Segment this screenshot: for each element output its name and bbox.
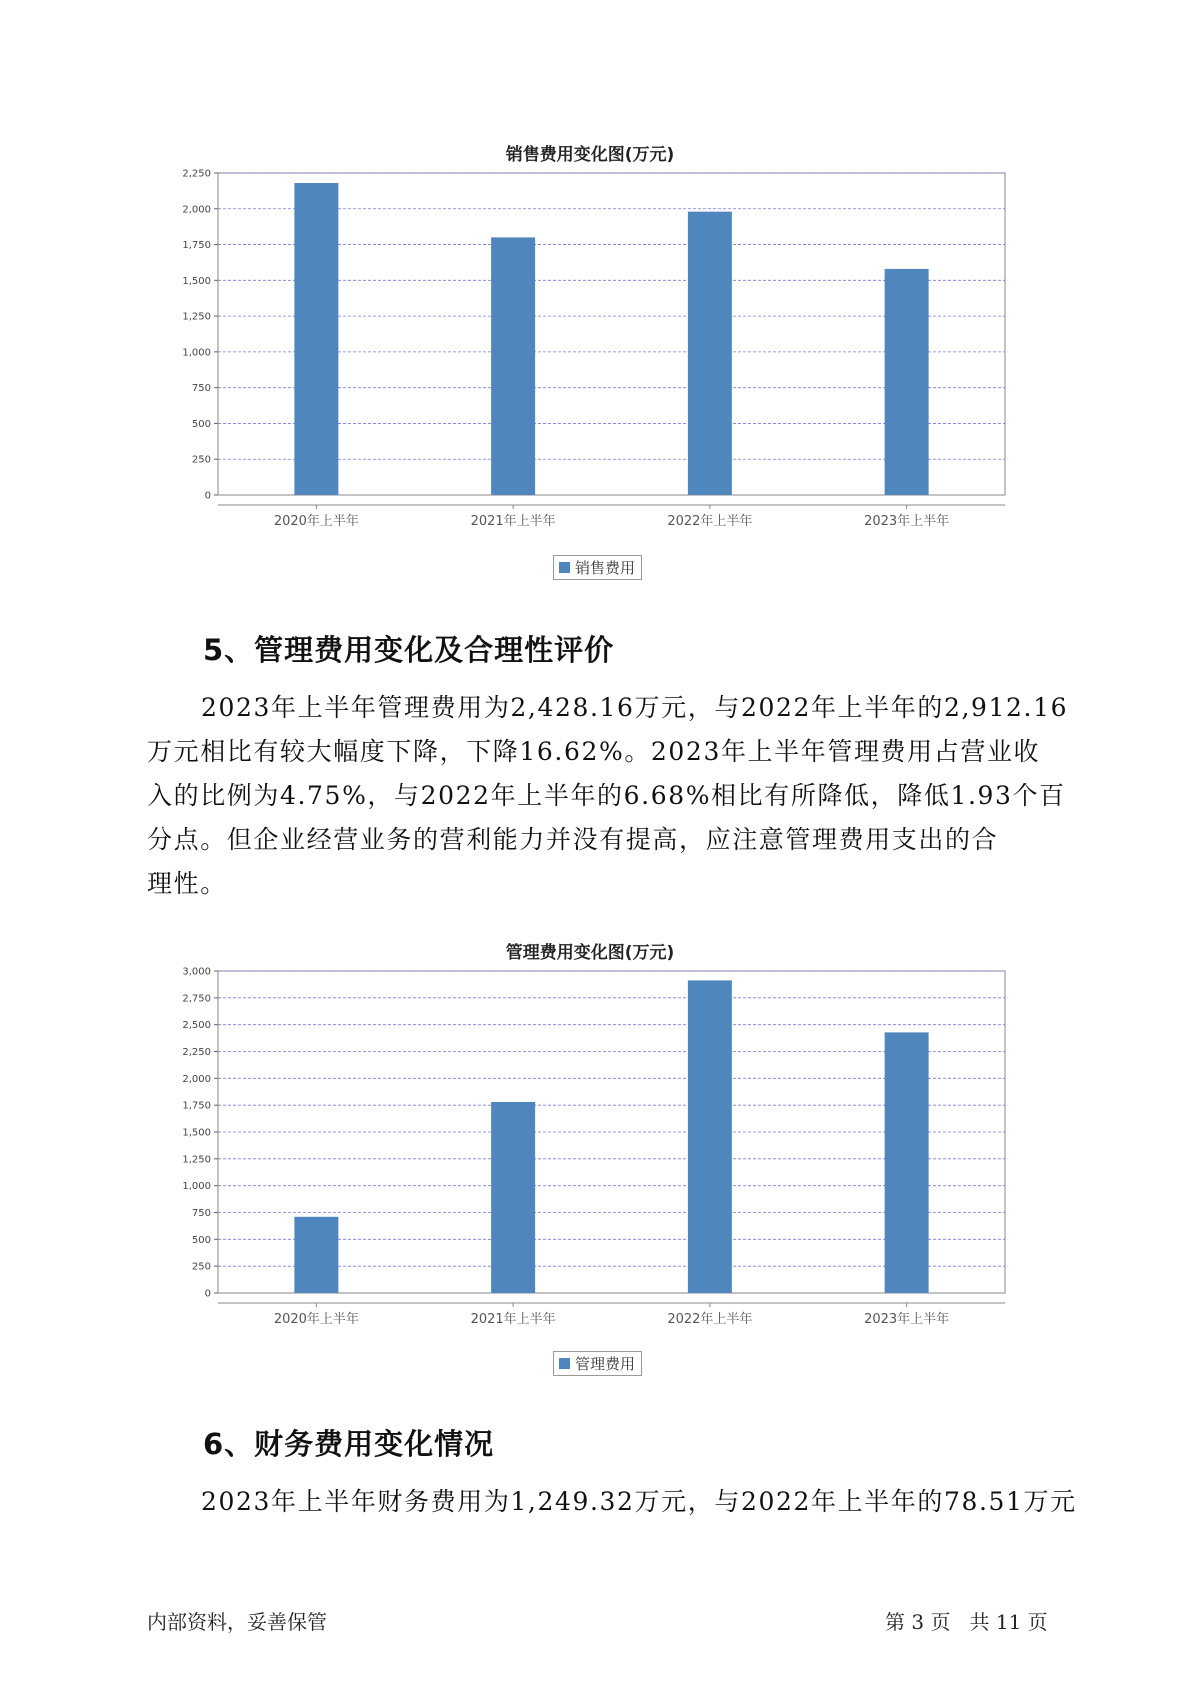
y-tick-label: 0 (204, 1288, 211, 1300)
y-tick-label: 500 (191, 1234, 211, 1246)
paragraph-line: 2023年上半年财务费用为1,249.32万元，与2022年上半年的78.51万元 (201, 1487, 1077, 1516)
chart-title: 管理费用变化图(万元) (505, 943, 675, 963)
bar (885, 269, 929, 495)
bar (491, 237, 535, 495)
legend-label: 管理费用 (575, 1355, 636, 1373)
section-6-heading: 6、财务费用变化情况 (203, 1427, 495, 1461)
section-5-paragraph (147, 686, 1069, 906)
y-tick-label: 1,500 (182, 275, 211, 287)
x-tick-label: 2023年上半年 (864, 514, 950, 529)
y-tick-label: 1,250 (182, 1154, 211, 1166)
y-tick-label: 250 (191, 1261, 211, 1273)
x-tick-label: 2021年上半年 (470, 514, 556, 529)
y-tick-label: 1,000 (182, 1181, 211, 1193)
bar (688, 212, 732, 495)
y-tick-label: 250 (191, 454, 211, 466)
x-tick-label: 2021年上半年 (470, 1312, 556, 1327)
admin-expense-chart (150, 938, 1030, 1388)
legend-label: 销售费用 (575, 559, 636, 577)
paragraph-line: 2023年上半年管理费用为2,428.16万元，与2022年上半年的2,912.16 (201, 693, 1069, 722)
paragraph-line: 万元相比有较大幅度下降，下降16.62%。2023年上半年管理费用占营业收 (147, 737, 1041, 766)
section-5-heading: 5、管理费用变化及合理性评价 (203, 633, 615, 667)
x-tick-label: 2020年上半年 (273, 1312, 359, 1327)
paragraph-line: 入的比例为4.75%，与2022年上半年的6.68%相比有所降低，降低1.93个百 (147, 781, 1066, 810)
legend-swatch-icon (559, 562, 570, 573)
bar (294, 1217, 338, 1293)
y-tick-label: 1,750 (182, 240, 211, 252)
y-tick-label: 750 (191, 1208, 211, 1219)
chart-title: 销售费用变化图(万元) (505, 145, 675, 165)
y-tick-label: 0 (204, 490, 211, 502)
y-tick-label: 1,000 (182, 347, 211, 359)
x-tick-label: 2022年上半年 (667, 514, 753, 529)
bar (294, 183, 338, 495)
footer-left: 内部资料，妥善保管 (147, 1610, 327, 1634)
paragraph-line: 分点。但企业经营业务的营利能力并没有提高，应注意管理费用支出的合 (147, 825, 999, 854)
admin-expense-plot (150, 968, 1030, 1388)
x-tick-label: 2022年上半年 (667, 1312, 753, 1327)
bar (885, 1032, 929, 1293)
y-tick-label: 2,250 (182, 1047, 211, 1058)
chart-legend (553, 1351, 642, 1376)
y-tick-label: 2,500 (182, 1020, 211, 1032)
y-tick-label: 2,750 (182, 993, 211, 1005)
y-tick-label: 2,000 (182, 1073, 211, 1085)
bar (491, 1102, 535, 1293)
legend-swatch-icon (559, 1358, 570, 1369)
section-6-paragraph (147, 1480, 1077, 1524)
bar (688, 980, 732, 1293)
y-tick-label: 500 (191, 418, 211, 430)
footer-page-number: 第 3 页 共 11 页 (885, 1610, 1048, 1634)
y-tick-label: 1,750 (182, 1100, 211, 1112)
y-tick-label: 3,000 (182, 966, 211, 978)
x-tick-label: 2023年上半年 (864, 1312, 950, 1327)
chart-legend (553, 555, 642, 580)
x-tick-label: 2020年上半年 (273, 514, 359, 529)
y-tick-label: 1,500 (182, 1127, 211, 1139)
y-tick-label: 2,000 (182, 204, 211, 216)
sales-expense-plot (150, 170, 1030, 590)
paragraph-line: 理性。 (147, 869, 227, 898)
sales-expense-chart (150, 140, 1030, 590)
y-tick-label: 750 (191, 383, 211, 395)
y-tick-label: 2,250 (182, 168, 211, 180)
y-tick-label: 1,250 (182, 311, 211, 323)
